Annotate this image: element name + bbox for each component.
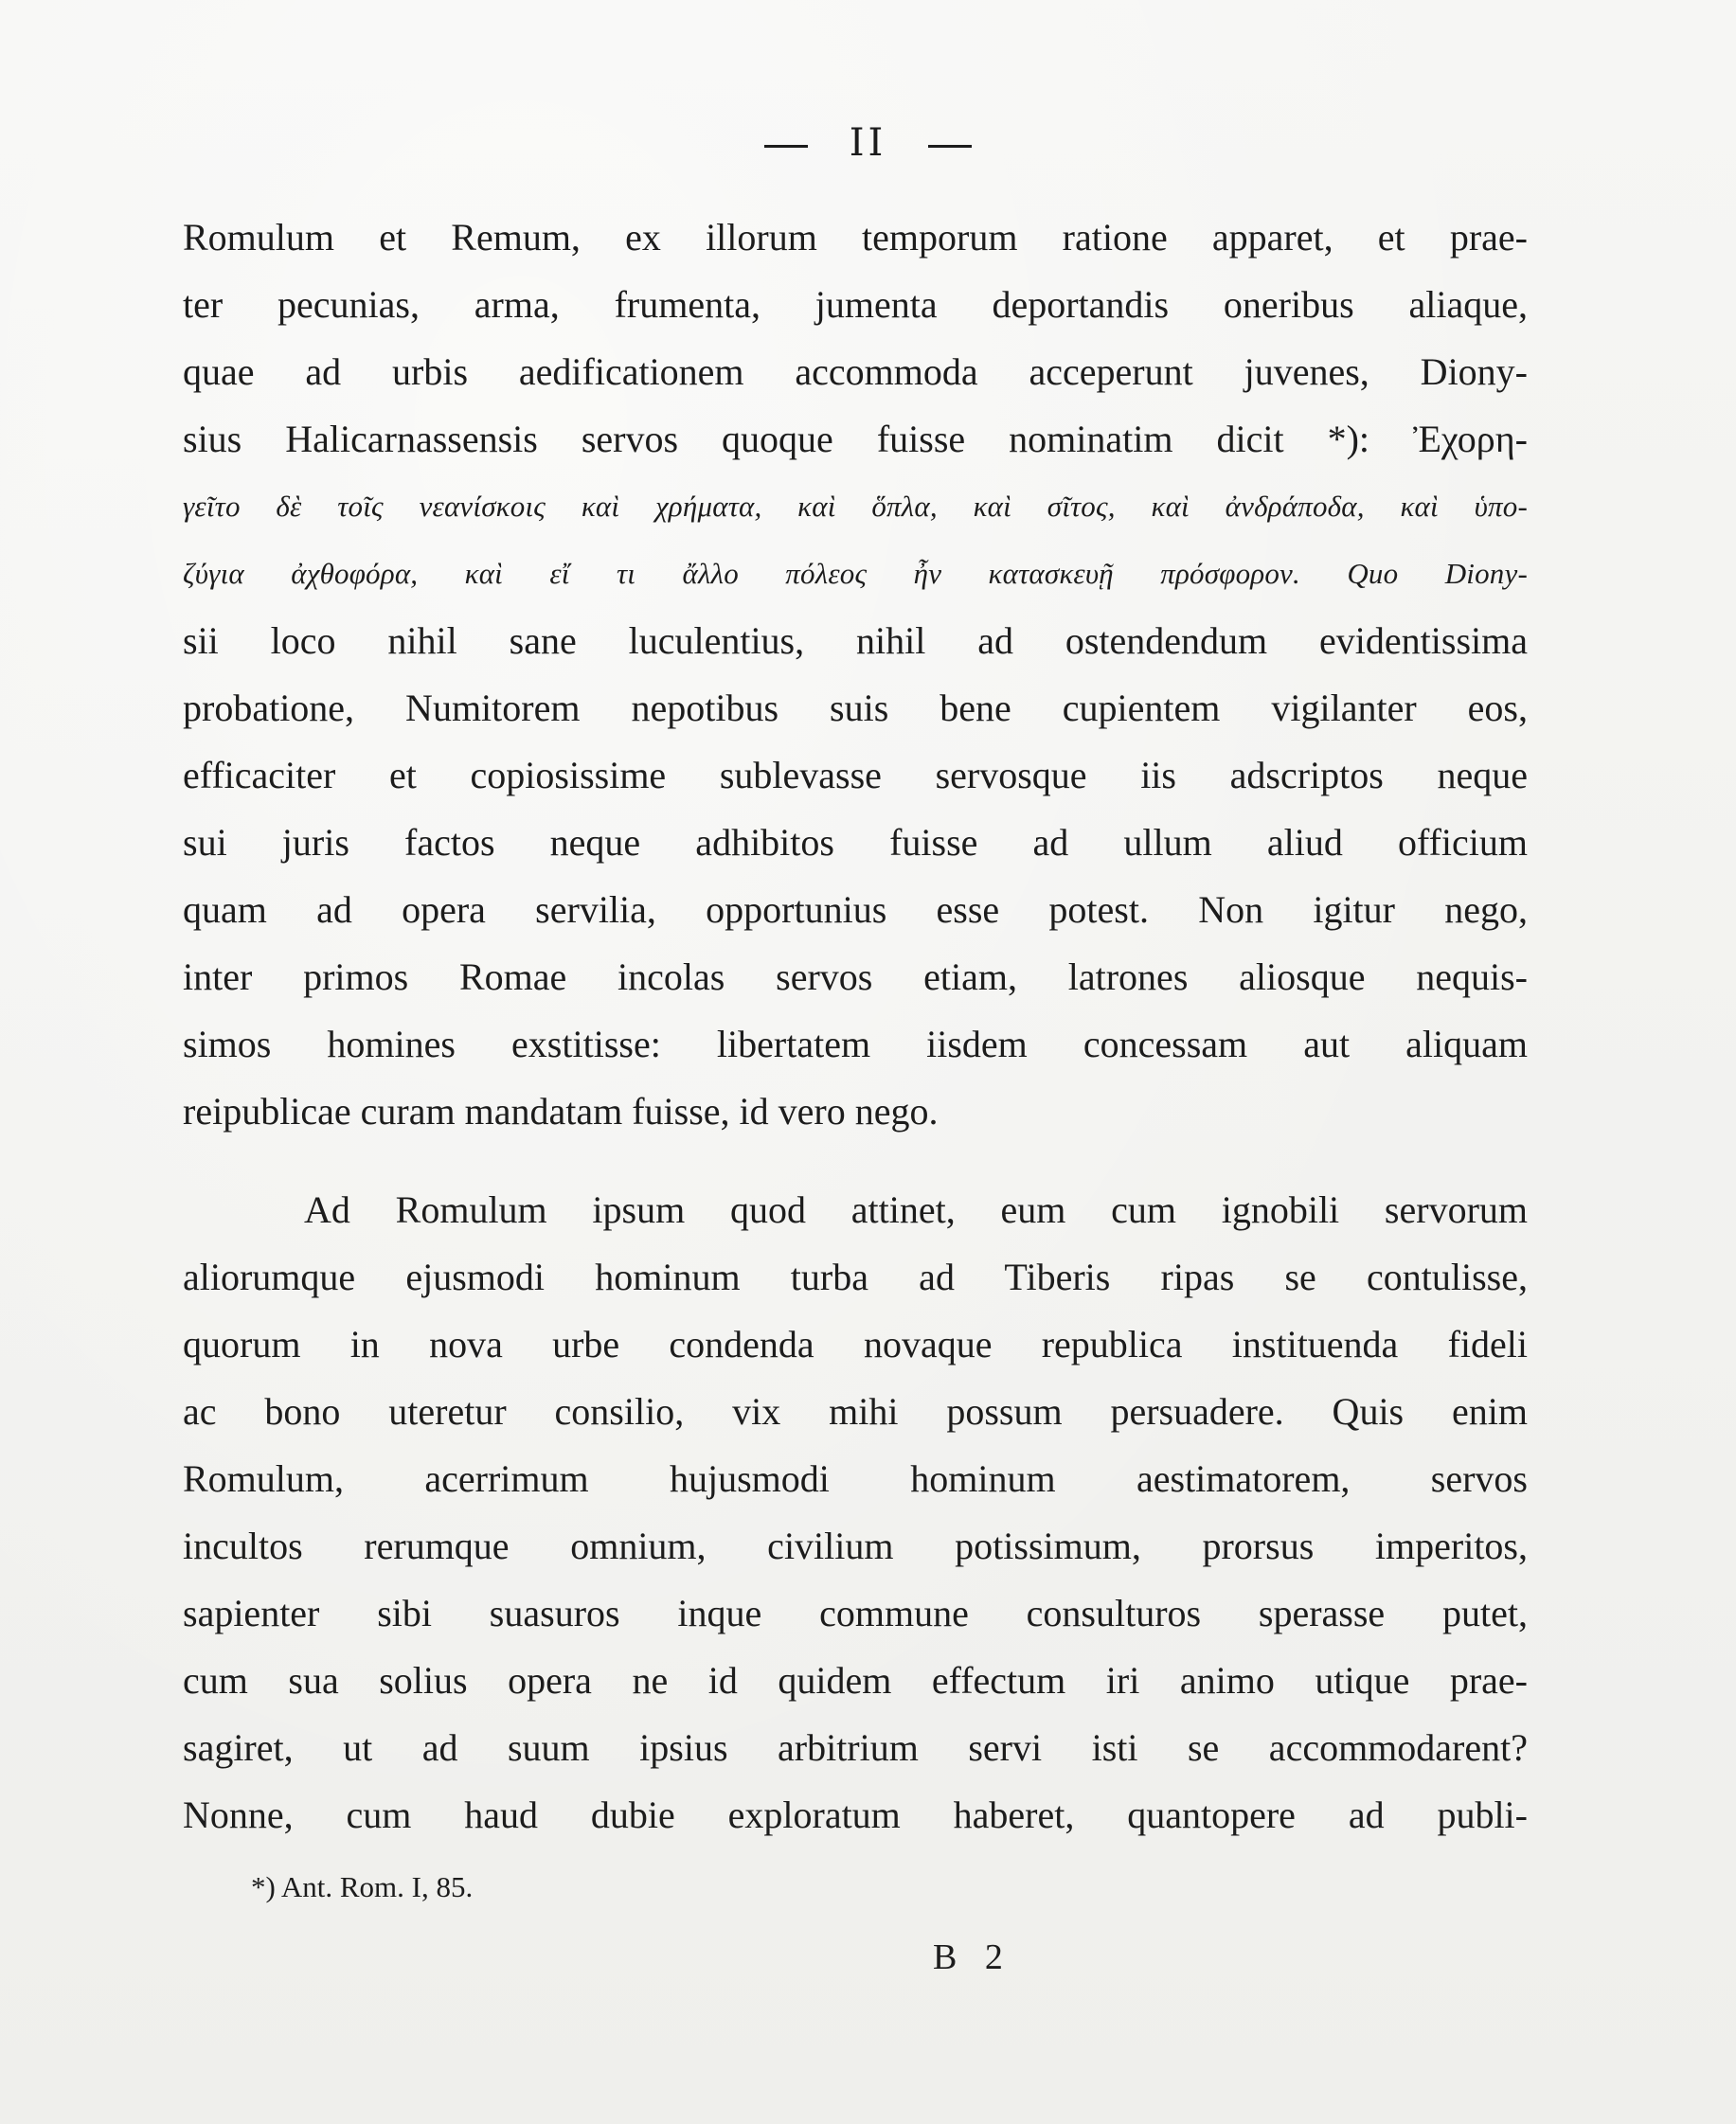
- text-line: Ad Romulum ipsum quod attinet, eum cum ignobili servorum: [304, 1188, 1528, 1231]
- page-number: II: [849, 121, 887, 165]
- footnote: *) Ant. Rom. I, 85.: [251, 1870, 474, 1903]
- page-header: [0, 121, 1736, 165]
- text-line: probatione, Numitorem nepotibus suis bene cupientem vigilanter eos,: [183, 687, 1528, 729]
- text-line: efficaciter et copiosissime sublevasse servosque iis adscriptos neque: [183, 754, 1528, 796]
- header-dash-left: [764, 145, 808, 148]
- text-line: inter primos Romae incolas servos etiam, latrones aliosque nequis-: [183, 955, 1528, 998]
- text-line: sius Halicarnassensis servos quoque fuisse nominatim dicit *): Ἐχορη-: [183, 418, 1528, 460]
- text-line: incultos rerumque omnium, civilium potissimum, prorsus imperitos,: [183, 1525, 1528, 1567]
- greek-quote-line: γεῖτο δὲ τοῖς νεανίσκοις καὶ χρήματα, καὶ ὅπλα, καὶ σῖτος, καὶ ἀνδράποδα, καὶ ὑπο-: [183, 490, 1528, 523]
- signature-mark: B 2: [933, 1937, 1012, 1977]
- text-line: simos homines exstitisse: libertatem iisdem concessam aut aliquam: [183, 1023, 1528, 1065]
- text-line: sagiret, ut ad suum ipsius arbitrium servi isti se accommodarent?: [183, 1726, 1528, 1769]
- header-dash-right: [928, 145, 972, 148]
- text-line: Romulum, acerrimum hujusmodi hominum aestimatorem, servos: [183, 1457, 1528, 1500]
- greek-quote-line: ζύγια ἀχθοφόρα, καὶ εἴ τι ἄλλο πόλεος ἦν κατασκευῇ πρόσφορον. Quo Diony-: [183, 557, 1528, 590]
- text-line: Nonne, cum haud dubie exploratum haberet, quantopere ad publi-: [183, 1794, 1528, 1836]
- text-line: aliorumque ejusmodi hominum turba ad Tiberis ripas se contulisse,: [183, 1256, 1528, 1298]
- text-line: quam ad opera servilia, opportunius esse potest. Non igitur nego,: [183, 888, 1528, 931]
- text-line: sii loco nihil sane luculentius, nihil ad ostendendum evidentissima: [183, 619, 1528, 662]
- text-line: Romulum et Remum, ex illorum temporum ratione apparet, et prae-: [183, 216, 1528, 259]
- paragraph-2: [183, 1176, 1528, 1848]
- text-line: ac bono uteretur consilio, vix mihi possum persuadere. Quis enim: [183, 1390, 1528, 1433]
- text-line: sui juris factos neque adhibitos fuisse ad ullum aliud officium: [183, 821, 1528, 864]
- text-line: ter pecunias, arma, frumenta, jumenta deportandis oneribus aliaque,: [183, 283, 1528, 326]
- paragraph-1: [183, 204, 1528, 1145]
- text-line: reipublicae curam mandatam fuisse, id vero nego.: [183, 1090, 939, 1133]
- text-line: quorum in nova urbe condenda novaque republica instituenda fideli: [183, 1323, 1528, 1365]
- text-line: cum sua solius opera ne id quidem effectum iri animo utique prae-: [183, 1659, 1528, 1702]
- text-line: quae ad urbis aedificationem accommoda acceperunt juvenes, Diony-: [183, 350, 1528, 393]
- text-line: sapienter sibi suasuros inque commune consulturos sperasse putet,: [183, 1592, 1528, 1634]
